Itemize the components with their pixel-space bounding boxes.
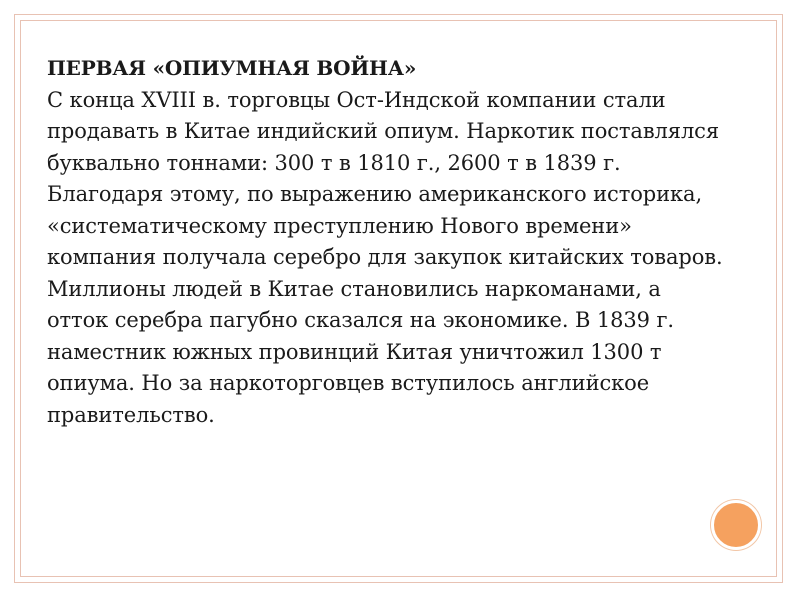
slide-title: ПЕРВАЯ «ОПИУМНАЯ ВОЙНА» — [47, 56, 417, 80]
paragraph-line-10: опиума. Но за наркоторговцев вступилось английское — [47, 371, 650, 395]
paragraph-line-8: отток серебра пагубно сказался на экономике. В 1839 г. — [47, 308, 674, 332]
paragraph-line-9: наместник южных провинций Китая уничтожил 1300 т — [47, 339, 662, 364]
paragraph-line-3: буквально тоннами: 300 т в 1810 г., 2600 т в 1839 г. — [47, 150, 621, 175]
paragraph-line-4: Благодаря этому, по выражению американского историка, — [47, 182, 703, 206]
paragraph-line-11: правительство. — [47, 402, 215, 427]
paragraph-line-5: «систематическому преступлению Нового времени» — [47, 213, 632, 238]
paragraph-line-6: компания получала серебро для закупок китайских товаров. — [47, 245, 723, 269]
paragraph-line-7: Миллионы людей в Китае становились наркоманами, а — [47, 276, 661, 301]
paragraph-line-1: С конца XVIII в. торговцы Ост-Индской компании стали — [47, 87, 666, 112]
paragraph-line-2: продавать в Китае индийский опиум. Наркотик поставлялся — [47, 119, 719, 143]
accent-circle — [711, 500, 761, 550]
slide-content — [47, 53, 747, 431]
